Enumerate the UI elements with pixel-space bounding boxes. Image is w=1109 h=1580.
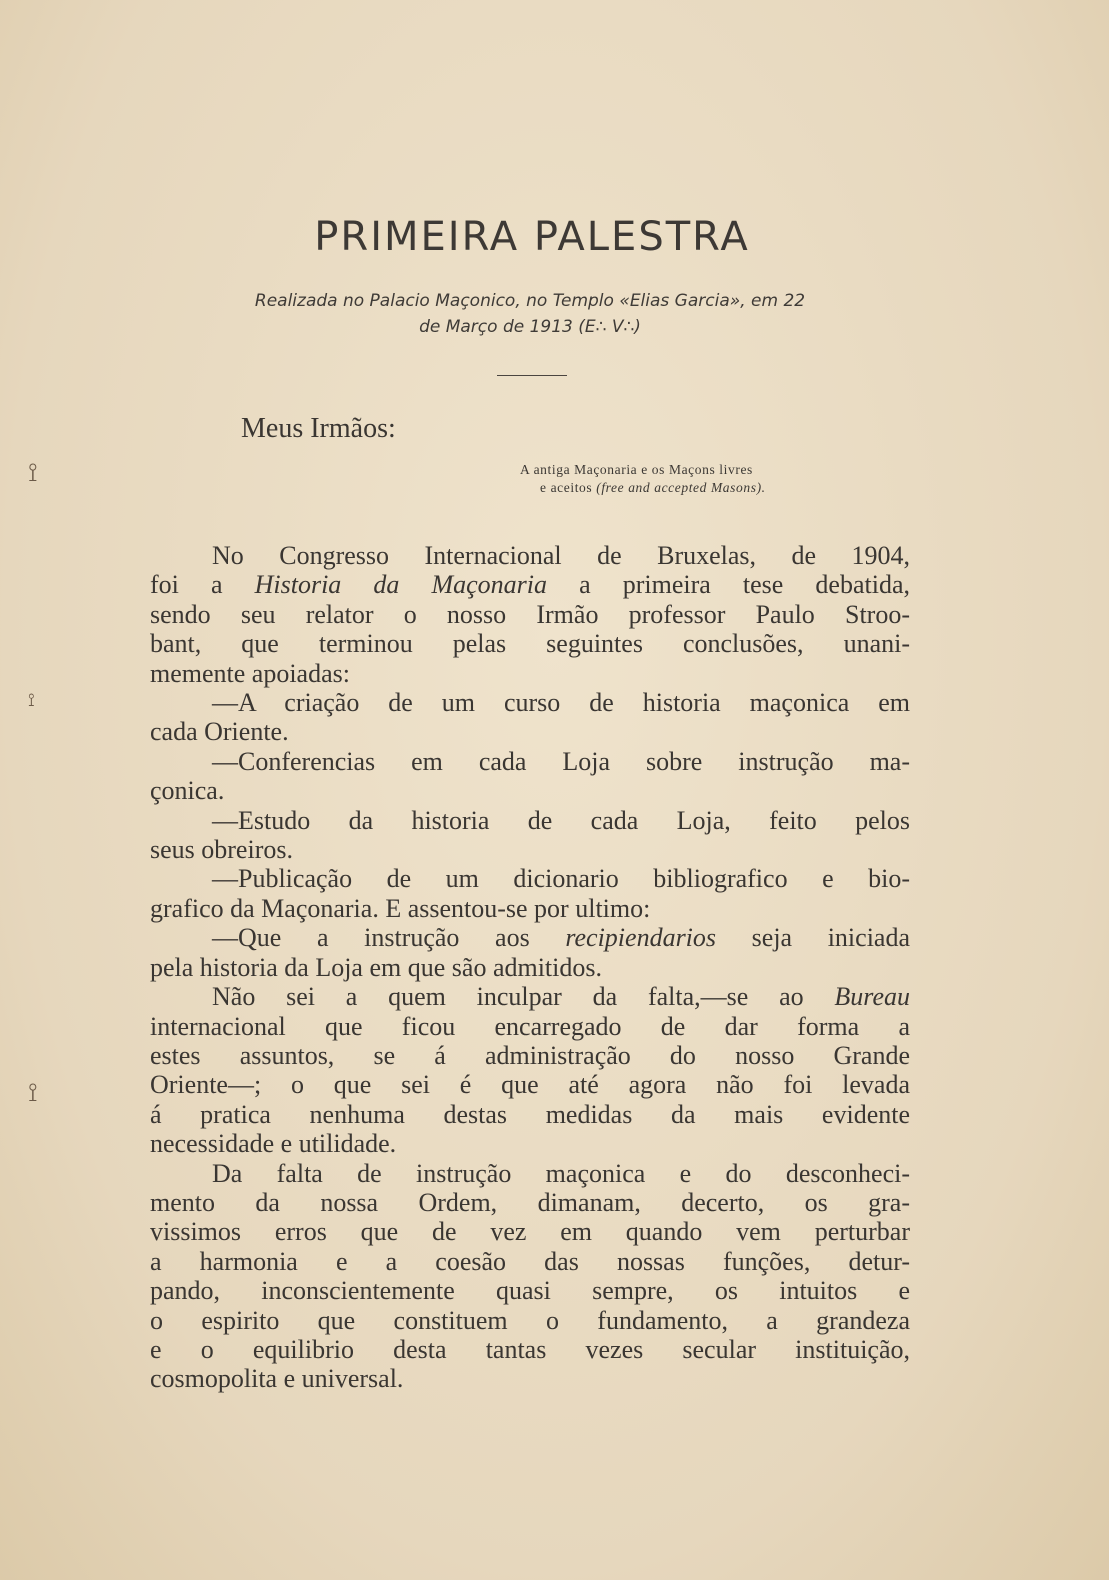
body-line: pando, inconscientemente quasi sempre, os intuitos e — [150, 1276, 910, 1306]
body-line: cosmopolita e universal. — [150, 1364, 404, 1394]
body-line-italic: Bureau — [834, 982, 910, 1012]
body-line: Oriente—; o que sei é que até agora não foi levada — [150, 1070, 910, 1100]
epigraph-line-2 — [520, 479, 920, 497]
body-line-italic: Historia da Maçonaria — [254, 570, 548, 600]
body-line: o espirito que constituem o fundamento, a grandeza — [150, 1305, 910, 1335]
salutation: Meus Irmãos: — [241, 413, 396, 444]
subtitle-line-2: de Março de 1913 (E∴ V∴) — [419, 317, 641, 337]
body-line: No Congresso Internacional de Bruxelas, de 1904, — [212, 541, 910, 570]
body-line — [150, 570, 910, 599]
body-line: mento da nossa Ordem, dimanam, decerto, os gra- — [150, 1187, 910, 1217]
body-line-text: a primeira tese debatida, — [547, 570, 910, 600]
body-line: seus obreiros. — [150, 835, 293, 865]
body-line-text: foi a — [150, 570, 255, 600]
body-line-text: seja iniciada — [716, 923, 910, 953]
epigraph-line-2-italic: (free and accepted Masons). — [596, 480, 766, 495]
divider — [497, 375, 567, 376]
body-line: —A criação de um curso de historia maçonica em — [212, 688, 910, 718]
body-line: estes assuntos, se á administração do nosso Grande — [150, 1040, 910, 1070]
body-line: —Publicação de um dicionario bibliografico e bio- — [212, 864, 910, 894]
body-line: grafico da Maçonaria. E assentou-se por ultimo: — [150, 893, 651, 923]
body-line: cada Oriente. — [150, 717, 289, 747]
body-line-text: Não sei a quem inculpar da falta,—se ao — [212, 982, 835, 1012]
body-line: internacional que ficou encarregado de dar forma a — [150, 1011, 910, 1041]
body-line: bant, que terminou pelas seguintes conclusões, unani- — [150, 629, 910, 659]
body-line: e o equilibrio desta tantas vezes secular instituição, — [150, 1334, 910, 1364]
body-line: á pratica nenhuma destas medidas da mais evidente — [150, 1099, 910, 1129]
body-line: —Conferencias em cada Loja sobre instrução ma- — [212, 746, 910, 776]
epigraph — [520, 461, 920, 497]
body-line: necessidade e utilidade. — [150, 1129, 397, 1159]
body-line: çonica. — [150, 776, 225, 806]
body-line: —Estudo da historia de cada Loja, feito pelos — [212, 805, 910, 835]
body-line: vissimos erros que de vez em quando vem perturbar — [150, 1217, 910, 1247]
margin-mark: ⟟ — [28, 1078, 38, 1108]
body-line — [150, 923, 910, 952]
body-line-italic: recipiendarios — [565, 923, 717, 953]
body-line: pela historia da Loja em que são admitidos. — [150, 952, 602, 982]
body-line: a harmonia e a coesão das nossas funções, detur- — [150, 1246, 910, 1276]
subtitle — [200, 288, 860, 340]
body-line: Da falta de instrução maçonica e do desconheci- — [212, 1158, 910, 1188]
body-line: sendo seu relator o nosso Irmão professor Paulo Stroo- — [150, 599, 910, 629]
margin-mark: ⟟ — [28, 458, 38, 488]
subtitle-line-1: Realizada no Palacio Maçonico, no Templo «Elias Garcia», em 22 — [254, 291, 806, 311]
margin-mark: ⟟ — [28, 690, 35, 711]
epigraph-line-2-prefix: e aceitos — [540, 480, 597, 495]
body-line: memente apoiadas: — [150, 658, 350, 688]
epigraph-line-1: A antiga Maçonaria e os Maçons livres — [520, 462, 753, 477]
body-text — [150, 541, 910, 1394]
page-title: PRIMEIRA PALESTRA — [314, 214, 750, 260]
body-line-text: —Que a instrução aos — [212, 923, 566, 953]
body-line — [150, 982, 910, 1011]
